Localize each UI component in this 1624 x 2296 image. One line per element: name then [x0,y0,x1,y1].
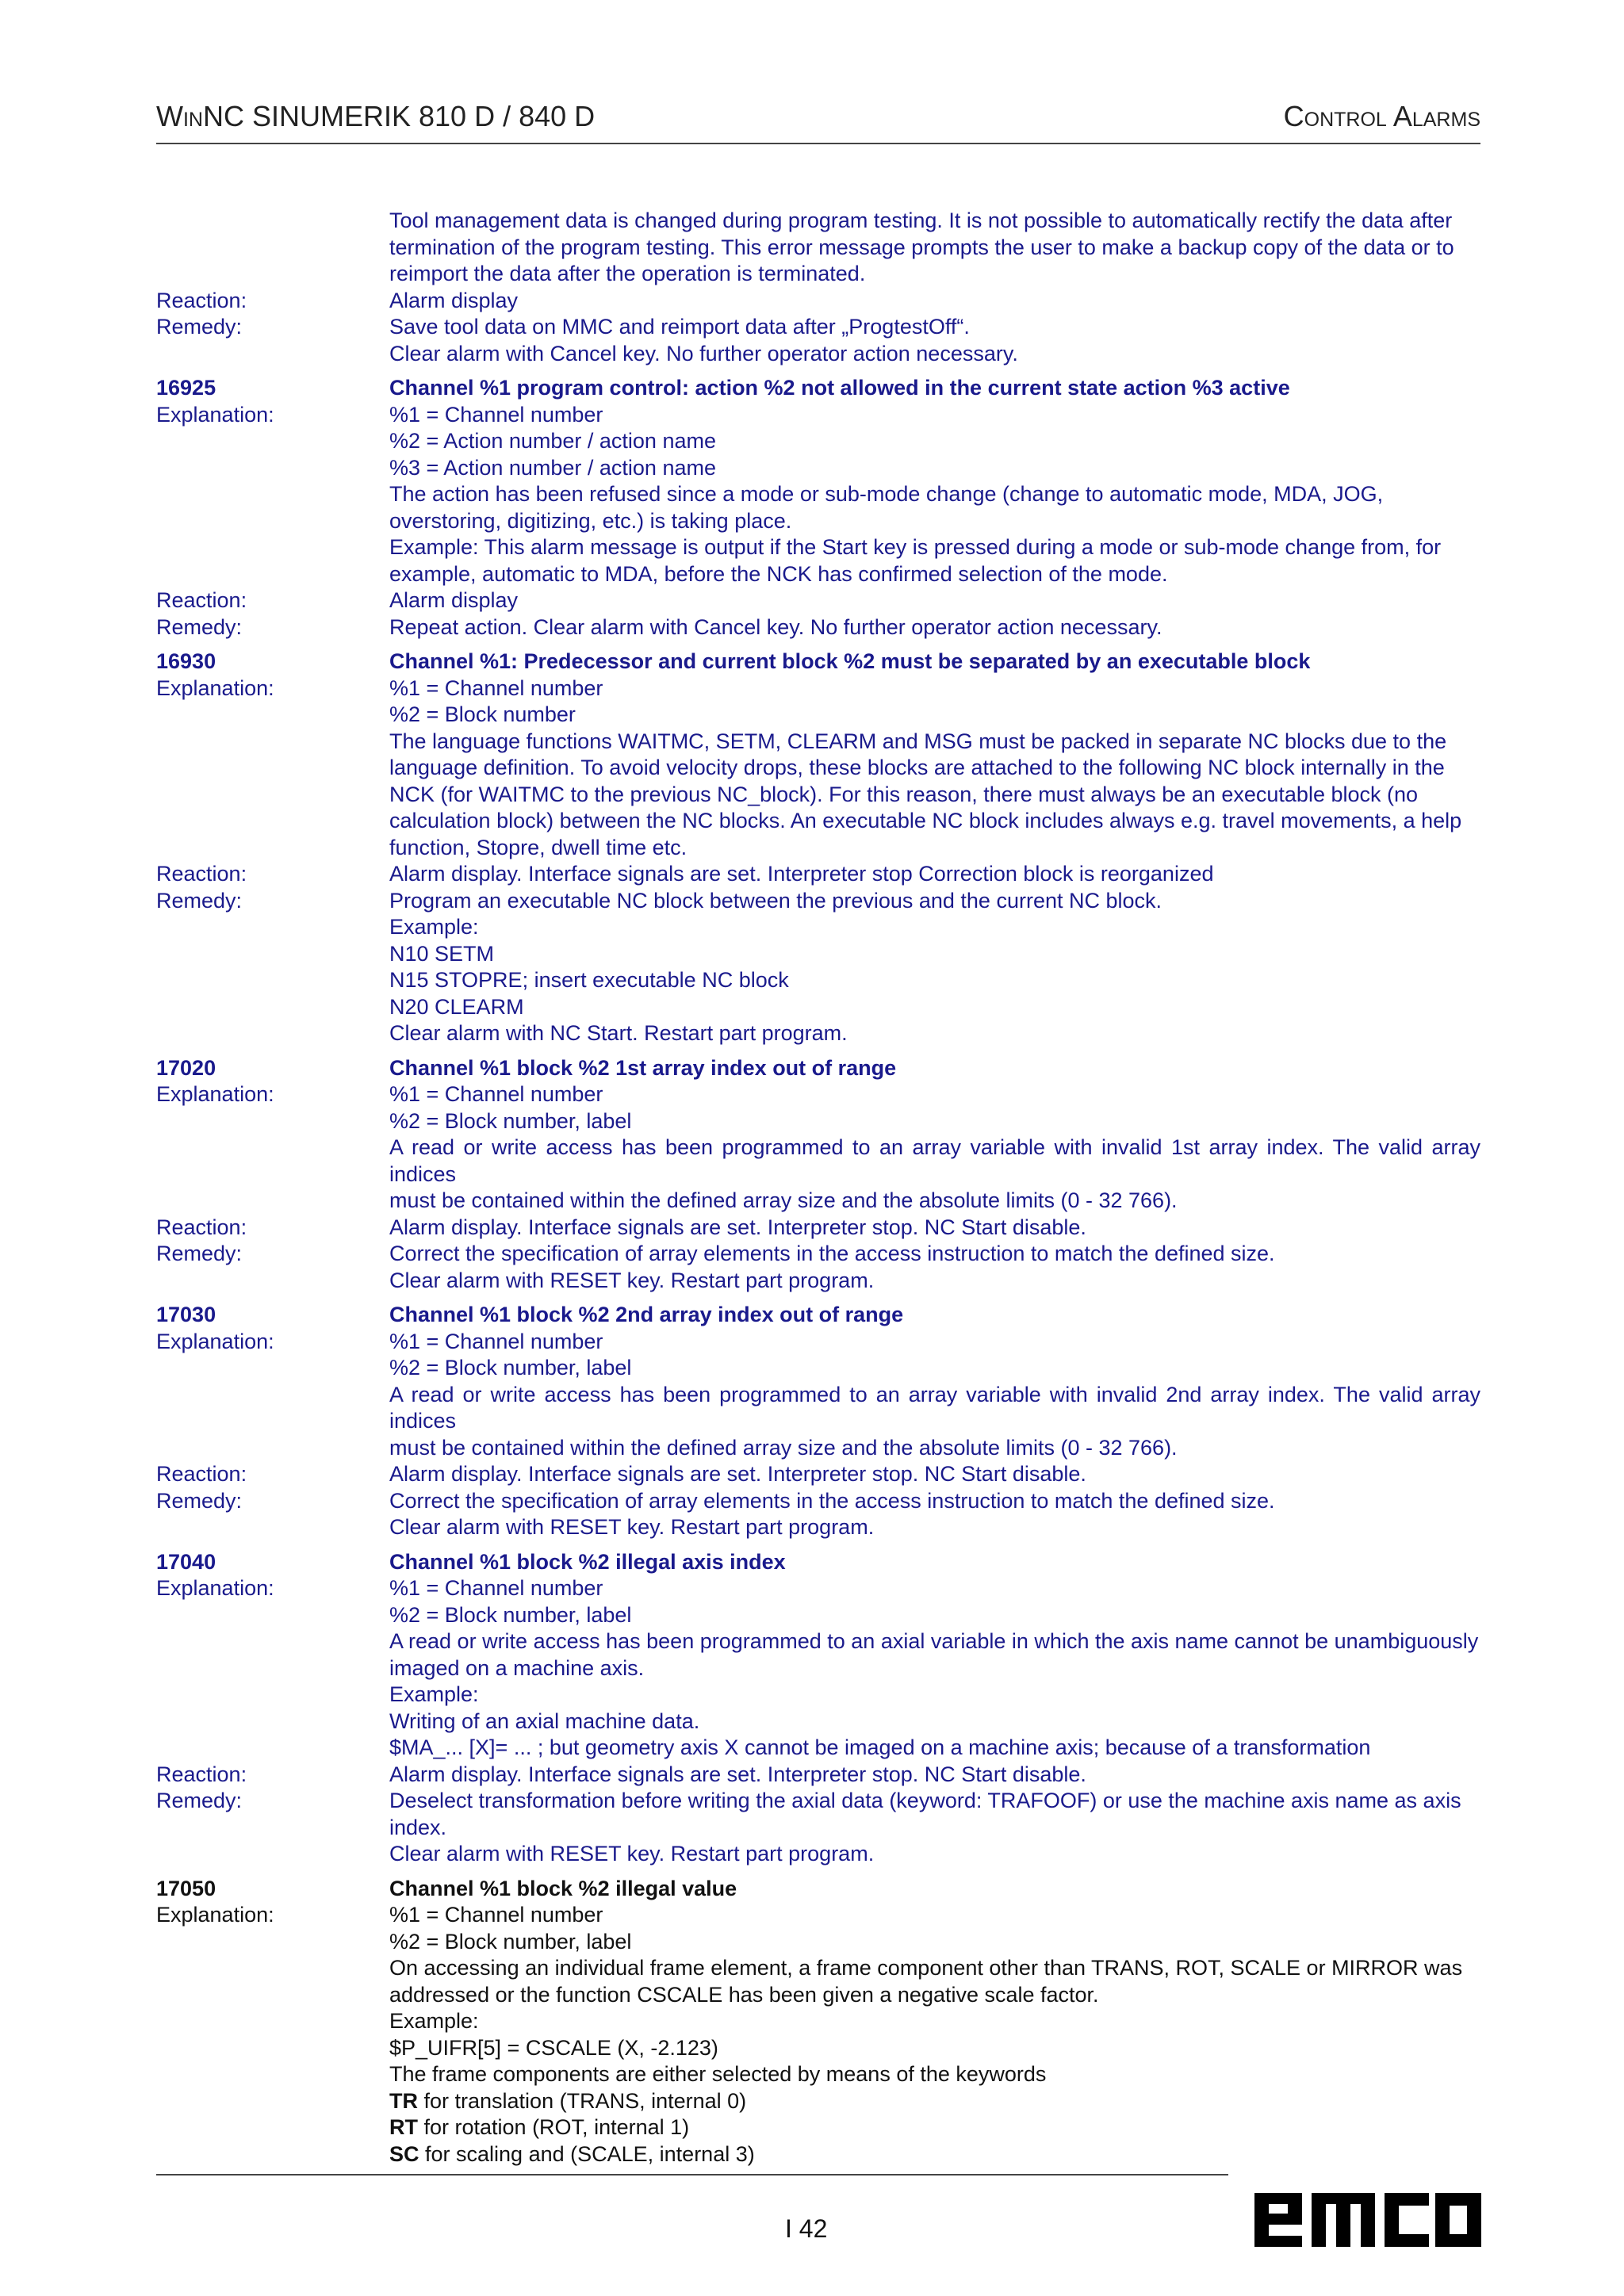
header-section: Control Alarms [1283,100,1480,132]
text-line: %2 = Action number / action name [389,429,716,453]
alarm-reaction [156,587,1480,614]
text-line: Clear alarm with Cancel key. No further operator action necessary. [389,341,1018,365]
alarm-explanation [156,402,1480,588]
field-label: Reaction: [156,1762,247,1786]
alarm-title: Channel %1 block %2 illegal axis index [389,1549,786,1574]
page-header [156,94,1480,144]
alarm-number: 17050 [156,1876,216,1900]
text-line: Example: [389,2009,479,2033]
field-label: Explanation: [156,1576,274,1600]
keyword-text: for scaling and (SCALE, internal 3) [419,2141,755,2166]
alarm-reaction [156,1762,1480,1789]
alarm-number: 17040 [156,1549,216,1574]
keyword-term: TR [389,2088,418,2113]
alarm-title: Channel %1 block %2 2nd array index out of range [389,1303,904,1326]
text-line: Example: This alarm message is output if the Start key is pressed during a mode or sub-mode change from, for [389,535,1442,559]
alarm-explanation [156,1329,1480,1462]
emco-logo [1254,2182,1481,2248]
text-line: Alarm display [389,288,519,312]
keyword-term: SC [389,2141,419,2166]
text-line: %1 = Channel number [389,1576,603,1600]
field-label: Remedy: [156,315,243,339]
alarm-heading [156,649,1480,675]
text-line: Clear alarm with RESET key. Restart part program. [389,1515,875,1539]
text-line: Tool management data is changed during program testing. It is not possible to automatically rectify the data after [389,209,1453,232]
text-line: %1 = Channel number [389,1082,603,1106]
text-line: %2 = Block number, label [389,1356,632,1380]
text-line: imaged on a machine axis. [389,1655,645,1680]
text-line: %2 = Block number, label [389,1929,632,1954]
keyword-line [389,2114,1480,2141]
text-line: %2 = Block number, label [389,1602,632,1627]
alarm-title: Channel %1 block %2 illegal value [389,1876,737,1900]
text-line: %1 = Channel number [389,1329,603,1353]
field-label: Explanation: [156,1903,274,1927]
text-line: must be contained within the defined array size and the absolute limits (0 - 32 766). [389,1188,1178,1212]
text-line: %2 = Block number, label [389,1108,632,1133]
text-line: %3 = Action number / action name [389,455,716,480]
field-label: Explanation: [156,675,274,700]
field-label: Reaction: [156,588,247,612]
text-line: function, Stopre, dwell time etc. [389,835,688,859]
text-line: reimport the data after the operation is terminated. [389,262,866,285]
field-label: Remedy: [156,1242,243,1265]
keyword-text: for translation (TRANS, internal 0) [418,2088,747,2113]
field-label: Remedy: [156,888,243,913]
text-line: addressed or the function CSCALE has been given a negative scale factor. [389,1982,1099,2007]
alarm-list [156,208,1480,2168]
alarm-remedy [156,888,1480,1047]
alarm-reaction [156,1215,1480,1242]
text-line: Correct the specification of array elements in the access instruction to match the defined size. [389,1488,1275,1513]
text-line: termination of the program testing. This error message prompts the user to make a backup copy of the data or to [389,235,1454,259]
alarm-title: Channel %1 program control: action %2 not allowed in the current state action %3 active [389,376,1290,400]
text-line: Alarm display. Interface signals are set. Interpreter stop. NC Start disable. [389,1762,1086,1786]
alarm-remedy [156,614,1480,641]
field-label: Reaction: [156,862,247,886]
alarm-remedy [156,1488,1480,1541]
text-line: Program an executable NC block between the previous and the current NC block. [389,888,1162,913]
alarm-number: 16930 [156,649,216,673]
alarm-number: 17020 [156,1055,216,1080]
alarm-remedy [156,1241,1480,1294]
alarm-heading [156,1055,1480,1082]
text-line: Writing of an axial machine data. [389,1709,700,1733]
text-line: %1 = Channel number [389,1903,603,1927]
footer-rule [156,2174,1228,2175]
text-line: The frame components are either selected by means of the keywords [389,2062,1047,2086]
alarm-heading [156,1549,1480,1576]
field-label: Reaction: [156,1215,247,1239]
text-line: Clear alarm with RESET key. Restart part program. [389,1268,875,1292]
text-line: %2 = Block number [389,702,576,726]
text-line: Clear alarm with RESET key. Restart part program. [389,1842,875,1866]
text-line: A read or write access has been programmed to an axial variable in which the axis name cannot be unambiguously [389,1629,1479,1653]
text-line: Clear alarm with NC Start. Restart part program. [389,1021,848,1045]
keyword-line [389,2141,1480,2168]
keyword-text: for rotation (ROT, internal 1) [418,2115,690,2139]
intro-remedy [156,314,1480,367]
alarm-explanation [156,1575,1480,1762]
field-label: Remedy: [156,614,243,639]
text-line: N10 SETM [389,941,495,966]
page-number: I 42 [785,2214,828,2243]
text-line: Example: [389,915,479,939]
text-line: language definition. To avoid velocity drops, these blocks are attached to the following NC block internally in the [389,756,1445,779]
text-line: NCK (for WAITMC to the previous NC_block). For this reason, there must always be an executable block (no [389,782,1419,806]
text-line: The action has been refused since a mode or sub-mode change (change to automatic mode, MDA, JOG, [389,482,1384,506]
text-line: Correct the specification of array elements in the access instruction to match the defined size. [389,1242,1275,1265]
text-line: overstoring, digitizing, etc.) is taking place. [389,508,792,533]
alarm-remedy [156,1788,1480,1868]
text-line: %1 = Channel number [389,675,603,700]
field-label: Explanation: [156,402,274,427]
intro-reaction [156,288,1480,315]
text-line: On accessing an individual frame element, a frame component other than TRANS, ROT, SCALE or MIRROR was [389,1956,1463,1980]
alarm-heading [156,375,1480,402]
text-line: index. [389,1815,447,1839]
field-label: Explanation: [156,1082,274,1106]
alarm-heading [156,1876,1480,1903]
text-line: $P_UIFR[5] = CSCALE (X, -2.123) [389,2035,718,2060]
alarm-heading [156,1302,1480,1329]
text-line: calculation block) between the NC blocks. An executable NC block includes always e.g. travel movements, a help [389,809,1462,832]
text-line: Alarm display. Interface signals are set. Interpreter stop. NC Start disable. [389,1462,1086,1486]
field-label: Reaction: [156,1462,247,1486]
text-line: Alarm display [389,588,519,612]
text-line: Example: [389,1682,479,1706]
alarm-number: 16925 [156,376,216,400]
alarm-number: 17030 [156,1303,216,1326]
text-line: N15 STOPRE; insert executable NC block [389,968,789,992]
text-line: N20 CLEARM [389,994,524,1019]
keyword-line [389,2088,1480,2115]
text-line: Deselect transformation before writing the axial data (keyword: TRAFOOF) or use the machine axis name as axis [389,1789,1461,1812]
field-label: Remedy: [156,1789,243,1812]
field-label: Reaction: [156,288,247,312]
field-label: Explanation: [156,1329,274,1353]
alarm-explanation [156,1902,1480,2168]
alarm-title: Channel %1: Predecessor and current block %2 must be separated by an executable block [389,649,1311,673]
text-line: Alarm display. Interface signals are set. Interpreter stop Correction block is reorganized [389,862,1214,886]
alarm-explanation [156,675,1480,862]
intro-explanation [156,208,1480,288]
alarm-explanation [156,1081,1480,1215]
header-title: WinNC SINUMERIK 810 D / 840 D [156,100,596,132]
text-line: must be contained within the defined array size and the absolute limits (0 - 32 766). [389,1435,1178,1460]
field-label: Remedy: [156,1488,243,1513]
alarm-reaction [156,1461,1480,1488]
text-line: %1 = Channel number [389,402,603,427]
text-line: Save tool data on MMC and reimport data after „ProgtestOff“. [389,315,970,339]
text-line: The language functions WAITMC, SETM, CLEARM and MSG must be packed in separate NC blocks due to the [389,729,1447,753]
text-line: A read or write access has been programmed to an array variable with invalid 1st array index. The valid array indices [389,1135,1480,1186]
keyword-term: RT [389,2115,418,2139]
alarm-title: Channel %1 block %2 1st array index out of range [389,1055,897,1080]
text-line: A read or write access has been programmed to an array variable with invalid 2nd array index. The valid array indices [389,1382,1480,1433]
text-line: Alarm display. Interface signals are set. Interpreter stop. NC Start disable. [389,1215,1086,1239]
text-line: example, automatic to MDA, before the NCK has confirmed selection of the mode. [389,561,1168,586]
alarm-reaction [156,861,1480,888]
text-line: Repeat action. Clear alarm with Cancel key. No further operator action necessary. [389,614,1162,639]
text-line: $MA_... [X]= ... ; but geometry axis X cannot be imaged on a machine axis; because of a transformation [389,1735,1371,1759]
